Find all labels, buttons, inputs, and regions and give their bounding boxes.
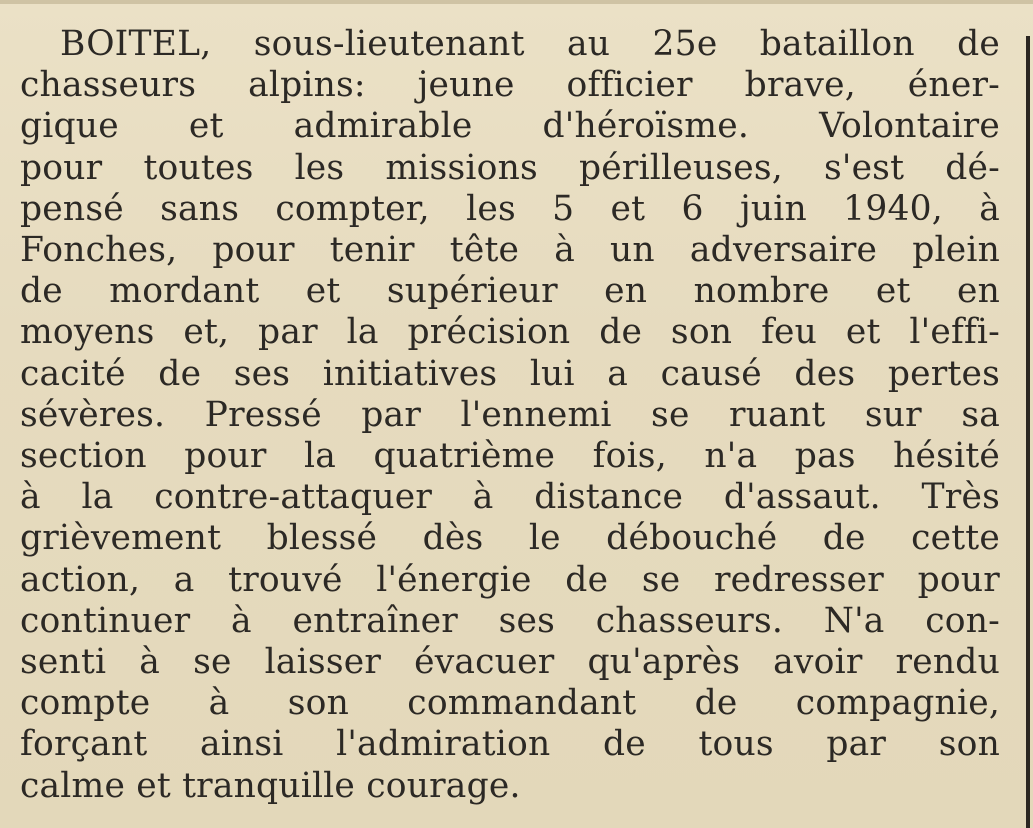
text-line-14: action, a trouvé l'énergie de se redresser pour <box>20 559 1000 600</box>
text-line-6: Fonches, pour tenir tête à un adversaire plein <box>20 230 1000 271</box>
citation-paragraph <box>20 24 1000 807</box>
text-line-1: BOITEL, sous-lieutenant au 25e bataillon de <box>60 24 1000 64</box>
text-line-4: pour toutes les missions périlleuses, s'est dé- <box>20 147 1000 188</box>
text-line-3: gique et admirable d'héroïsme. Volontaire <box>20 106 1000 147</box>
text-line-7: de mordant et supérieur en nombre et en <box>20 271 1000 312</box>
top-column-rule <box>0 0 1033 4</box>
text-line-19: calme et tranquille courage. <box>20 765 521 806</box>
text-line-8: moyens et, par la précision de son feu et l'effi- <box>20 312 1000 353</box>
text-line-15: continuer à entraîner ses chasseurs. N'a con- <box>20 600 1000 641</box>
text-line-12: à la contre-attaquer à distance d'assaut. Très <box>20 477 1000 518</box>
text-line-10: sévères. Pressé par l'ennemi se ruant sur sa <box>20 394 1000 435</box>
text-line-9: cacité de ses initiatives lui a causé des pertes <box>20 353 1000 394</box>
text-line-5: pensé sans compter, les 5 et 6 juin 1940, à <box>20 188 1000 229</box>
right-column-rule <box>1026 36 1030 828</box>
text-line-17: compte à son commandant de compagnie, <box>20 683 1000 724</box>
text-line-11: section pour la quatrième fois, n'a pas hésité <box>20 436 1000 477</box>
text-line-2: chasseurs alpins: jeune officier brave, éner- <box>20 65 1000 106</box>
text-line-13: grièvement blessé dès le débouché de cette <box>20 518 1000 559</box>
text-line-16: senti à se laisser évacuer qu'après avoir rendu <box>20 642 1000 683</box>
text-line-18: forçant ainsi l'admiration de tous par son <box>20 724 1000 765</box>
